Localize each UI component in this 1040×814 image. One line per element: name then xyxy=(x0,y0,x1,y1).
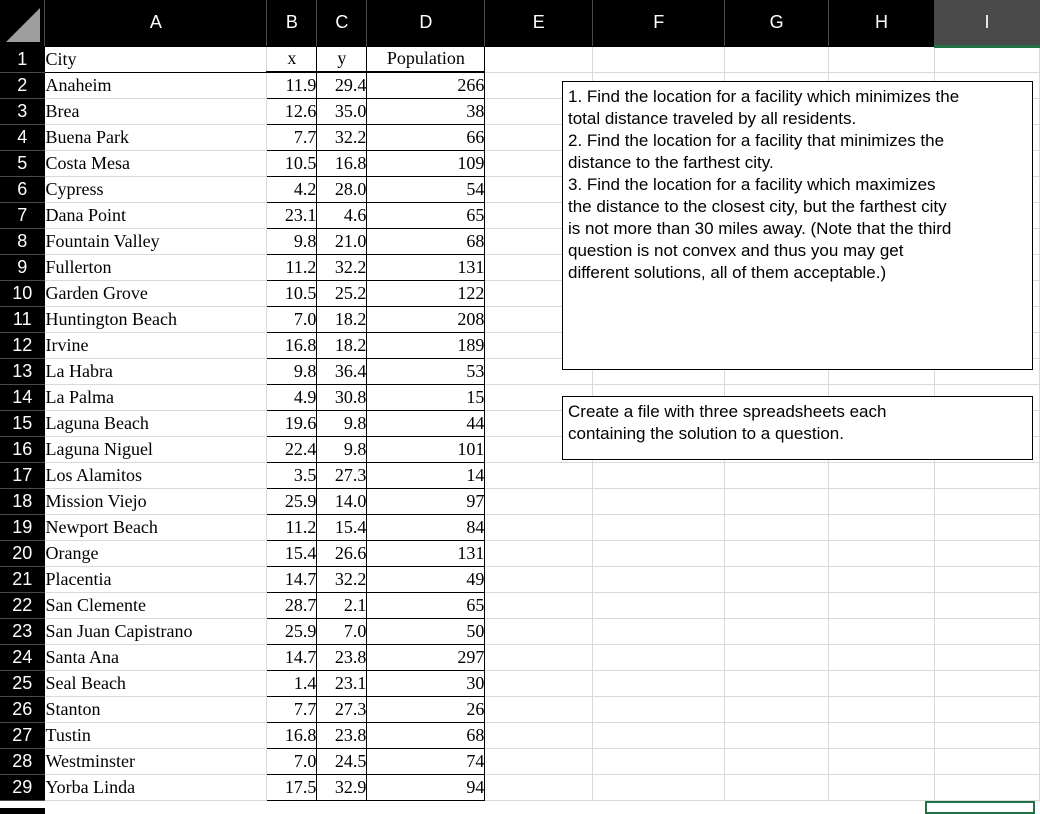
population-cell[interactable]: 109 xyxy=(367,150,485,176)
cell[interactable] xyxy=(485,566,593,592)
cell[interactable] xyxy=(593,566,725,592)
y-cell[interactable]: 25.2 xyxy=(317,280,367,306)
column-header-row xyxy=(0,0,1040,46)
x-cell[interactable]: 4.9 xyxy=(267,384,317,410)
cell[interactable] xyxy=(593,488,725,514)
cell[interactable] xyxy=(829,462,935,488)
city-cell[interactable]: Laguna Niguel xyxy=(45,436,267,462)
question-line: the distance to the closest city, but the farthest city xyxy=(568,197,947,216)
questions-text xyxy=(568,86,1027,284)
cell[interactable] xyxy=(829,774,935,800)
population-cell[interactable]: 66 xyxy=(367,124,485,150)
cell[interactable] xyxy=(829,618,935,644)
selected-cell-indicator xyxy=(925,801,1035,814)
table-row xyxy=(0,670,1040,696)
population-cell[interactable]: 131 xyxy=(367,540,485,566)
cell[interactable] xyxy=(935,514,1040,540)
city-cell[interactable]: Cypress xyxy=(45,176,267,202)
city-cell[interactable]: Laguna Beach xyxy=(45,410,267,436)
y-cell[interactable]: 32.9 xyxy=(317,774,367,800)
question-line: is not more than 30 miles away. (Note that the third xyxy=(568,219,952,238)
table-row xyxy=(0,462,1040,488)
table-row xyxy=(0,774,1040,800)
column-header-h[interactable]: H xyxy=(829,0,935,46)
city-cell[interactable]: La Palma xyxy=(45,384,267,410)
x-cell[interactable]: 3.5 xyxy=(267,462,317,488)
instruction-line: Create a file with three spreadsheets each xyxy=(568,402,887,421)
cell[interactable] xyxy=(725,592,829,618)
cell[interactable] xyxy=(725,514,829,540)
table-row xyxy=(0,566,1040,592)
cell[interactable] xyxy=(593,618,725,644)
city-cell[interactable]: San Juan Capistrano xyxy=(45,618,267,644)
y-cell[interactable]: 29.4 xyxy=(317,72,367,98)
y-cell[interactable]: 23.1 xyxy=(317,670,367,696)
row-header[interactable]: 10 xyxy=(0,280,45,306)
city-cell[interactable]: Fountain Valley xyxy=(45,228,267,254)
y-cell[interactable]: 9.8 xyxy=(317,410,367,436)
cell[interactable] xyxy=(593,592,725,618)
select-all-icon xyxy=(6,8,40,42)
table-row xyxy=(0,592,1040,618)
instruction-line: containing the solution to a question. xyxy=(568,424,844,443)
y-cell[interactable]: 7.0 xyxy=(317,618,367,644)
y-cell[interactable]: 23.8 xyxy=(317,644,367,670)
cell[interactable] xyxy=(593,774,725,800)
population-cell[interactable]: 44 xyxy=(367,410,485,436)
population-cell[interactable]: 53 xyxy=(367,358,485,384)
question-line: 2. Find the location for a facility that minimizes the xyxy=(568,131,945,150)
x-cell[interactable]: 25.9 xyxy=(267,618,317,644)
row-header[interactable]: 21 xyxy=(0,566,45,592)
y-cell[interactable]: 27.3 xyxy=(317,696,367,722)
cell[interactable] xyxy=(485,46,593,72)
cell[interactable] xyxy=(935,696,1040,722)
cell[interactable] xyxy=(935,748,1040,774)
cell[interactable] xyxy=(485,670,593,696)
x-cell[interactable]: 28.7 xyxy=(267,592,317,618)
cell[interactable] xyxy=(485,514,593,540)
cell[interactable] xyxy=(725,488,829,514)
row-header[interactable]: 17 xyxy=(0,462,45,488)
row-header[interactable]: 18 xyxy=(0,488,45,514)
question-line: 3. Find the location for a facility which maximizes xyxy=(568,175,936,194)
column-header-g[interactable]: G xyxy=(725,0,829,46)
city-cell[interactable]: Seal Beach xyxy=(45,670,267,696)
table-row xyxy=(0,644,1040,670)
y-cell[interactable]: 36.4 xyxy=(317,358,367,384)
y-cell[interactable]: 32.2 xyxy=(317,566,367,592)
cell[interactable] xyxy=(829,644,935,670)
x-cell[interactable]: 7.0 xyxy=(267,306,317,332)
row-header[interactable]: 14 xyxy=(0,384,45,410)
row-header[interactable]: 11 xyxy=(0,306,45,332)
y-cell[interactable]: 14.0 xyxy=(317,488,367,514)
cell[interactable] xyxy=(593,748,725,774)
cell[interactable] xyxy=(725,566,829,592)
row-header[interactable]: 16 xyxy=(0,436,45,462)
row-header[interactable]: 28 xyxy=(0,748,45,774)
population-cell[interactable]: 94 xyxy=(367,774,485,800)
table-row xyxy=(0,618,1040,644)
cell[interactable] xyxy=(485,462,593,488)
x-cell[interactable]: 12.6 xyxy=(267,98,317,124)
cell[interactable] xyxy=(593,670,725,696)
x-cell[interactable]: 10.5 xyxy=(267,150,317,176)
x-cell[interactable]: 9.8 xyxy=(267,358,317,384)
cell[interactable] xyxy=(485,618,593,644)
header-cell-x[interactable]: x xyxy=(267,46,317,72)
x-cell[interactable]: 7.7 xyxy=(267,124,317,150)
cell[interactable] xyxy=(829,540,935,566)
row-header[interactable]: 2 xyxy=(0,72,45,98)
row-header[interactable]: 23 xyxy=(0,618,45,644)
cell[interactable] xyxy=(725,618,829,644)
table-row xyxy=(0,488,1040,514)
cell[interactable] xyxy=(829,592,935,618)
city-cell[interactable]: La Habra xyxy=(45,358,267,384)
x-cell[interactable]: 23.1 xyxy=(267,202,317,228)
cell[interactable] xyxy=(485,540,593,566)
city-cell[interactable]: Newport Beach xyxy=(45,514,267,540)
population-cell[interactable]: 50 xyxy=(367,618,485,644)
x-cell[interactable]: 17.5 xyxy=(267,774,317,800)
cell[interactable] xyxy=(829,670,935,696)
row-header[interactable]: 8 xyxy=(0,228,45,254)
population-cell[interactable]: 266 xyxy=(367,72,485,98)
question-line: 1. Find the location for a facility which minimizes the xyxy=(568,87,960,106)
y-cell[interactable]: 32.2 xyxy=(317,254,367,280)
cell[interactable] xyxy=(935,46,1040,72)
city-cell[interactable]: Costa Mesa xyxy=(45,150,267,176)
city-cell[interactable]: Santa Ana xyxy=(45,644,267,670)
instructions-text xyxy=(568,401,1027,445)
city-cell[interactable]: San Clemente xyxy=(45,592,267,618)
cell[interactable] xyxy=(935,592,1040,618)
cell[interactable] xyxy=(485,774,593,800)
y-cell[interactable]: 23.8 xyxy=(317,722,367,748)
city-cell[interactable]: Irvine xyxy=(45,332,267,358)
population-cell[interactable]: 84 xyxy=(367,514,485,540)
cell[interactable] xyxy=(935,462,1040,488)
city-cell[interactable]: Dana Point xyxy=(45,202,267,228)
y-cell[interactable]: 2.1 xyxy=(317,592,367,618)
population-cell[interactable]: 54 xyxy=(367,176,485,202)
population-cell[interactable]: 68 xyxy=(367,228,485,254)
city-cell[interactable]: Westminster xyxy=(45,748,267,774)
cell[interactable] xyxy=(593,696,725,722)
header-cell-population[interactable]: Population xyxy=(367,46,485,72)
y-cell[interactable]: 16.8 xyxy=(317,150,367,176)
city-cell[interactable]: Stanton xyxy=(45,696,267,722)
x-cell[interactable]: 10.5 xyxy=(267,280,317,306)
city-cell[interactable]: Buena Park xyxy=(45,124,267,150)
x-cell[interactable]: 15.4 xyxy=(267,540,317,566)
row-header[interactable]: 1 xyxy=(0,46,45,72)
cell[interactable] xyxy=(725,696,829,722)
y-cell[interactable]: 35.0 xyxy=(317,98,367,124)
question-line: distance to the farthest city. xyxy=(568,153,774,172)
cell[interactable] xyxy=(725,462,829,488)
cell[interactable] xyxy=(725,748,829,774)
cell[interactable] xyxy=(829,748,935,774)
y-cell[interactable]: 18.2 xyxy=(317,306,367,332)
cell[interactable] xyxy=(725,644,829,670)
question-line: question is not convex and thus you may get xyxy=(568,241,904,260)
population-cell[interactable]: 15 xyxy=(367,384,485,410)
row-header[interactable]: 19 xyxy=(0,514,45,540)
cell[interactable] xyxy=(829,46,935,72)
x-cell[interactable]: 7.0 xyxy=(267,748,317,774)
cell[interactable] xyxy=(593,644,725,670)
table-row xyxy=(0,696,1040,722)
cell[interactable] xyxy=(725,722,829,748)
header-cell-y[interactable]: y xyxy=(317,46,367,72)
question-line: different solutions, all of them acceptable.) xyxy=(568,263,887,282)
column-header-d[interactable]: D xyxy=(367,0,485,46)
cell[interactable] xyxy=(935,644,1040,670)
cell[interactable] xyxy=(935,540,1040,566)
y-cell[interactable]: 9.8 xyxy=(317,436,367,462)
table-row xyxy=(0,46,1040,72)
cell[interactable] xyxy=(829,488,935,514)
x-cell[interactable]: 14.7 xyxy=(267,644,317,670)
city-cell[interactable]: Mission Viejo xyxy=(45,488,267,514)
cell[interactable] xyxy=(593,514,725,540)
x-cell[interactable]: 19.6 xyxy=(267,410,317,436)
cell[interactable] xyxy=(725,774,829,800)
city-cell[interactable]: Huntington Beach xyxy=(45,306,267,332)
partial-row xyxy=(0,808,1040,814)
city-cell[interactable]: Anaheim xyxy=(45,72,267,98)
population-cell[interactable]: 26 xyxy=(367,696,485,722)
row-header[interactable]: 7 xyxy=(0,202,45,228)
row-header[interactable]: 4 xyxy=(0,124,45,150)
questions-textbox[interactable] xyxy=(562,81,1033,370)
row-header[interactable]: 22 xyxy=(0,592,45,618)
population-cell[interactable]: 97 xyxy=(367,488,485,514)
cell[interactable] xyxy=(485,696,593,722)
cell[interactable] xyxy=(935,618,1040,644)
table-row xyxy=(0,514,1040,540)
row-header-partial xyxy=(0,808,45,814)
y-cell[interactable]: 32.2 xyxy=(317,124,367,150)
cell[interactable] xyxy=(829,722,935,748)
city-cell[interactable]: Fullerton xyxy=(45,254,267,280)
cell[interactable] xyxy=(725,670,829,696)
cell[interactable] xyxy=(485,488,593,514)
population-cell[interactable]: 68 xyxy=(367,722,485,748)
city-cell[interactable]: Placentia xyxy=(45,566,267,592)
city-cell[interactable]: Tustin xyxy=(45,722,267,748)
column-header-e[interactable]: E xyxy=(485,0,593,46)
population-cell[interactable]: 14 xyxy=(367,462,485,488)
header-cell-city[interactable]: City xyxy=(45,46,267,72)
x-cell[interactable]: 11.2 xyxy=(267,514,317,540)
cell[interactable] xyxy=(935,488,1040,514)
y-cell[interactable]: 18.2 xyxy=(317,332,367,358)
cell[interactable] xyxy=(829,696,935,722)
population-cell[interactable]: 189 xyxy=(367,332,485,358)
cell[interactable] xyxy=(485,748,593,774)
y-cell[interactable]: 21.0 xyxy=(317,228,367,254)
cell[interactable] xyxy=(829,566,935,592)
cell[interactable] xyxy=(935,722,1040,748)
cell[interactable] xyxy=(829,514,935,540)
population-cell[interactable]: 30 xyxy=(367,670,485,696)
y-cell[interactable]: 27.3 xyxy=(317,462,367,488)
population-cell[interactable]: 122 xyxy=(367,280,485,306)
y-cell[interactable]: 15.4 xyxy=(317,514,367,540)
x-cell[interactable]: 16.8 xyxy=(267,722,317,748)
question-line: total distance traveled by all residents. xyxy=(568,109,857,128)
population-cell[interactable]: 49 xyxy=(367,566,485,592)
x-cell[interactable]: 11.2 xyxy=(267,254,317,280)
city-cell[interactable]: Garden Grove xyxy=(45,280,267,306)
population-cell[interactable]: 101 xyxy=(367,436,485,462)
cell[interactable] xyxy=(935,774,1040,800)
cell[interactable] xyxy=(593,462,725,488)
y-cell[interactable]: 30.8 xyxy=(317,384,367,410)
row-header[interactable]: 24 xyxy=(0,644,45,670)
x-cell[interactable]: 9.8 xyxy=(267,228,317,254)
cell[interactable] xyxy=(725,540,829,566)
cell[interactable] xyxy=(485,592,593,618)
row-header[interactable]: 27 xyxy=(0,722,45,748)
population-cell[interactable]: 208 xyxy=(367,306,485,332)
cell[interactable] xyxy=(593,46,725,72)
cell[interactable] xyxy=(593,540,725,566)
row-header[interactable]: 15 xyxy=(0,410,45,436)
column-header-a[interactable]: A xyxy=(45,0,267,46)
x-cell[interactable]: 22.4 xyxy=(267,436,317,462)
x-cell[interactable]: 4.2 xyxy=(267,176,317,202)
cell[interactable] xyxy=(485,722,593,748)
row-header[interactable]: 25 xyxy=(0,670,45,696)
population-cell[interactable]: 38 xyxy=(367,98,485,124)
select-all-corner[interactable] xyxy=(0,0,45,46)
x-cell[interactable]: 11.9 xyxy=(267,72,317,98)
y-cell[interactable]: 28.0 xyxy=(317,176,367,202)
row-header[interactable]: 12 xyxy=(0,332,45,358)
city-cell[interactable]: Los Alamitos xyxy=(45,462,267,488)
row-header[interactable]: 9 xyxy=(0,254,45,280)
x-cell[interactable]: 14.7 xyxy=(267,566,317,592)
table-row xyxy=(0,540,1040,566)
row-header[interactable]: 13 xyxy=(0,358,45,384)
table-row xyxy=(0,748,1040,774)
row-header[interactable]: 20 xyxy=(0,540,45,566)
column-header-c[interactable]: C xyxy=(317,0,367,46)
x-cell[interactable]: 16.8 xyxy=(267,332,317,358)
x-cell[interactable]: 7.7 xyxy=(267,696,317,722)
row-header[interactable]: 5 xyxy=(0,150,45,176)
city-cell[interactable]: Orange xyxy=(45,540,267,566)
cell[interactable] xyxy=(935,566,1040,592)
population-cell[interactable]: 65 xyxy=(367,592,485,618)
y-cell[interactable]: 24.5 xyxy=(317,748,367,774)
cell[interactable] xyxy=(593,722,725,748)
y-cell[interactable]: 4.6 xyxy=(317,202,367,228)
population-cell[interactable]: 74 xyxy=(367,748,485,774)
population-cell[interactable]: 297 xyxy=(367,644,485,670)
x-cell[interactable]: 1.4 xyxy=(267,670,317,696)
cell[interactable] xyxy=(485,644,593,670)
column-header-i[interactable]: I xyxy=(935,0,1040,46)
population-cell[interactable]: 65 xyxy=(367,202,485,228)
row-header[interactable]: 3 xyxy=(0,98,45,124)
row-header[interactable]: 26 xyxy=(0,696,45,722)
column-header-f[interactable]: F xyxy=(593,0,725,46)
city-cell[interactable]: Brea xyxy=(45,98,267,124)
row-header[interactable]: 29 xyxy=(0,774,45,800)
column-header-b[interactable]: B xyxy=(267,0,317,46)
cell[interactable] xyxy=(935,670,1040,696)
instructions-textbox[interactable] xyxy=(562,396,1033,460)
x-cell[interactable]: 25.9 xyxy=(267,488,317,514)
cell[interactable] xyxy=(725,46,829,72)
city-cell[interactable]: Yorba Linda xyxy=(45,774,267,800)
row-header[interactable]: 6 xyxy=(0,176,45,202)
y-cell[interactable]: 26.6 xyxy=(317,540,367,566)
table-row xyxy=(0,722,1040,748)
population-cell[interactable]: 131 xyxy=(367,254,485,280)
